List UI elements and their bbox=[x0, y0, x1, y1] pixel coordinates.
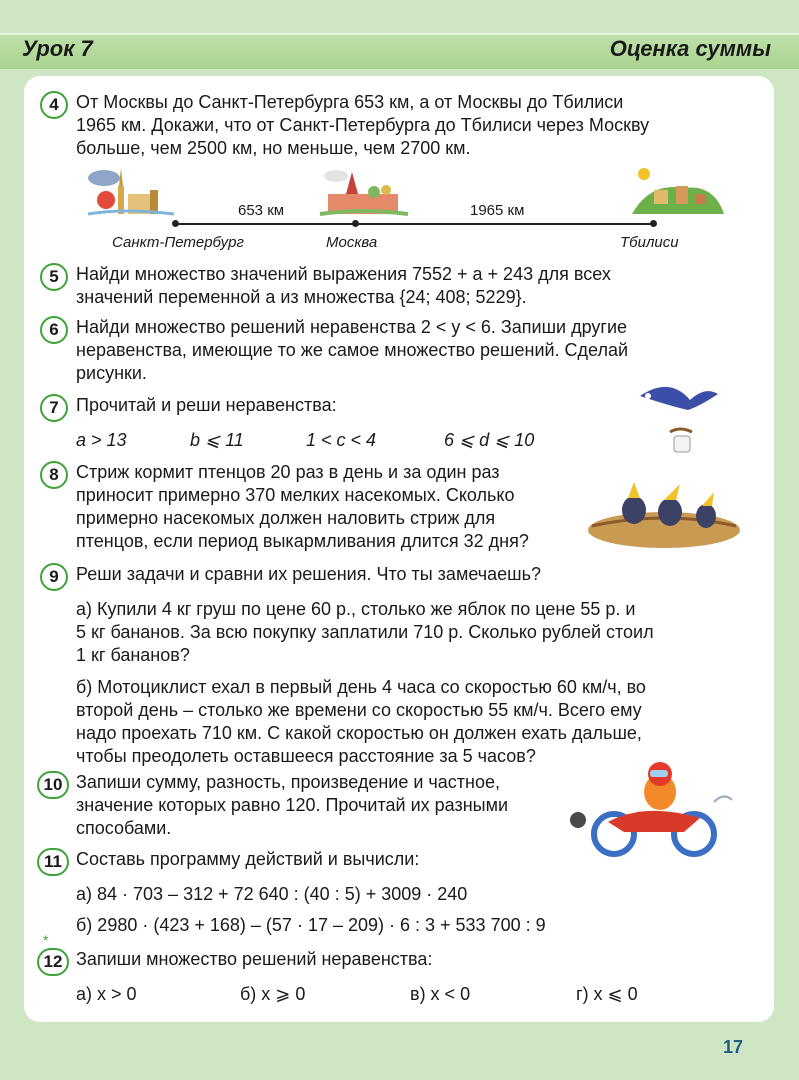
content-card bbox=[24, 76, 774, 1022]
task-number-6: 6 bbox=[40, 316, 68, 344]
route-illustration bbox=[84, 164, 724, 224]
task12-option-b: б) x ⩾ 0 bbox=[240, 984, 306, 1004]
task-number-4: 4 bbox=[40, 91, 68, 119]
task-number-12: 12 bbox=[37, 948, 69, 976]
task9-line: Реши задачи и сравни их решения. Что ты замечаешь? bbox=[76, 564, 541, 584]
task11-a: а) 84 · 703 – 312 + 72 640 : (40 : 5) + 3009 · 240 bbox=[76, 884, 468, 904]
task9a-line-3: 1 кг бананов? bbox=[76, 645, 190, 665]
advanced-task-star: * bbox=[43, 932, 49, 948]
task6-line-3: рисунки. bbox=[76, 363, 147, 383]
distance-label-1: 653 км bbox=[238, 202, 285, 219]
lesson-title: Урок 7 bbox=[22, 36, 93, 61]
inequality-c: 1 < c < 4 bbox=[306, 430, 377, 450]
route-point-end bbox=[650, 220, 657, 227]
task-number-8: 8 bbox=[40, 461, 68, 489]
topic-title: Оценка суммы bbox=[609, 36, 771, 61]
task4-line-1: От Москвы до Санкт-Петербурга 653 км, а от Москвы до Тбилиси bbox=[76, 92, 624, 112]
motorcyclist-image bbox=[564, 762, 734, 862]
task10-line-1: Запиши сумму, разность, произведение и частное, bbox=[76, 772, 501, 792]
task10-line-3: способами. bbox=[76, 818, 172, 838]
page-number: 17 bbox=[722, 1037, 743, 1057]
distance-label-2: 1965 км bbox=[470, 202, 525, 219]
city-label-tbilisi: Тбилиси bbox=[620, 234, 679, 251]
inequality-a: a > 13 bbox=[76, 430, 127, 450]
task5-line-1: Найди множество значений выражения 7552 + a + 243 для всех bbox=[76, 264, 611, 284]
task12-option-d: г) x ⩽ 0 bbox=[576, 984, 638, 1004]
task-number-11: 11 bbox=[37, 848, 69, 876]
task4-line-2: 1965 км. Докажи, что от Санкт-Петербурга до Тбилиси через Москву bbox=[76, 115, 650, 135]
task9b-line-3: надо проехать 710 км. С какой скоростью он должен ехать дальше, bbox=[76, 723, 642, 743]
task12-option-a: а) x > 0 bbox=[76, 984, 137, 1004]
nestlings-image bbox=[584, 460, 744, 550]
route-point-moscow bbox=[352, 220, 359, 227]
task6-line-1: Найди множество решений неравенства 2 < y < 6. Запиши другие bbox=[76, 317, 628, 337]
task8-line-3: примерно насекомых должен наловить стриж для bbox=[76, 508, 496, 528]
tbilisi-image bbox=[632, 168, 724, 214]
inequality-d: 6 ⩽ d ⩽ 10 bbox=[444, 430, 535, 450]
task8-line-2: приносит примерно 370 мелких насекомых. Сколько bbox=[76, 485, 515, 505]
task7-line: Прочитай и реши неравенства: bbox=[76, 395, 337, 415]
route-line bbox=[176, 223, 654, 225]
task5-line-2: значений переменной a из множества {24; 408; 5229}. bbox=[76, 287, 527, 307]
task9b-line-2: второй день – столько же времени со скоростью 55 км/ч. Всего ему bbox=[76, 700, 642, 720]
task-number-10: 10 bbox=[37, 771, 69, 799]
city-label-spb: Санкт-Петербург bbox=[112, 234, 244, 251]
task8-line-4: птенцов, если период выкармливания длится 32 дня? bbox=[76, 531, 529, 551]
task4-line-3: больше, чем 2500 км, но меньше, чем 2700 км. bbox=[76, 138, 471, 158]
task9a-line-1: а) Купили 4 кг груш по цене 60 р., столько же яблок по цене 55 р. и bbox=[76, 599, 636, 619]
swift-bird-image bbox=[630, 376, 720, 466]
task9b-line-1: б) Мотоциклист ехал в первый день 4 часа со скоростью 60 км/ч, во bbox=[76, 677, 646, 697]
task10-line-2: значение которых равно 120. Прочитай их разными bbox=[76, 795, 509, 815]
moscow-image bbox=[320, 170, 408, 214]
task8-line-1: Стриж кормит птенцов 20 раз в день и за один раз bbox=[76, 462, 500, 482]
saint-petersburg-image bbox=[88, 168, 174, 214]
task-number-5: 5 bbox=[40, 263, 68, 291]
task11-line: Составь программу действий и вычисли: bbox=[76, 849, 420, 869]
task9a-line-2: 5 кг бананов. За всю покупку заплатили 710 р. Сколько рублей стоил bbox=[76, 622, 654, 642]
inequality-b: b ⩽ 11 bbox=[190, 430, 244, 450]
task6-line-2: неравенства, имеющие то же самое множество решений. Сделай bbox=[76, 340, 629, 360]
task11-b: б) 2980 · (423 + 168) – (57 · 17 – 209) · 6 : 3 + 533 700 : 9 bbox=[76, 915, 546, 935]
task9b-line-4: чтобы преодолеть оставшееся расстояние за 5 часов? bbox=[76, 746, 536, 766]
task-number-7: 7 bbox=[40, 394, 68, 422]
task12-option-c: в) x < 0 bbox=[410, 984, 471, 1004]
task-number-9: 9 bbox=[40, 563, 68, 591]
task12-line: Запиши множество решений неравенства: bbox=[76, 949, 433, 969]
route-point-start bbox=[172, 220, 179, 227]
city-label-moscow: Москва bbox=[326, 234, 378, 251]
